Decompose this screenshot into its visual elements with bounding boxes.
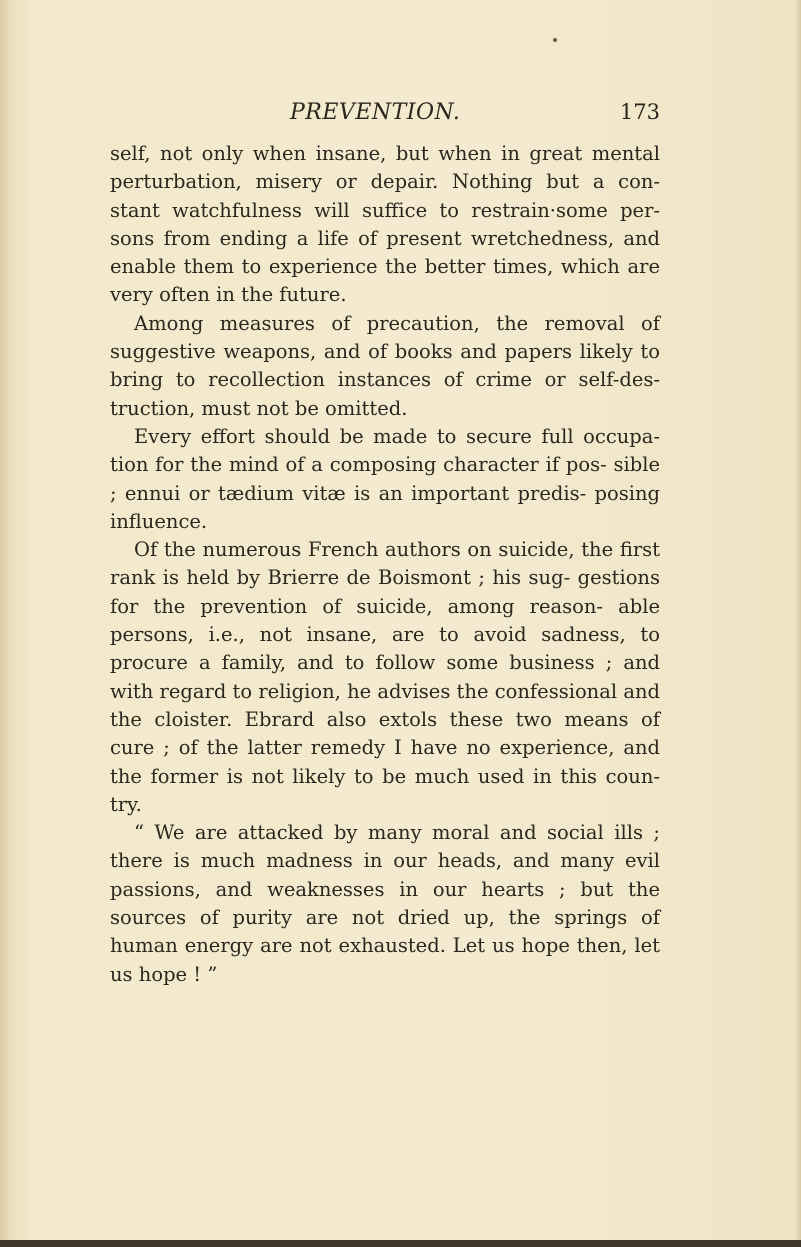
page-left-shadow	[0, 0, 10, 1247]
paragraph-5: “ We are attacked by many moral and social ills ; there is much madness in our heads, and many evil passions, and weaknesses in our hearts ; but the sources of purity are not dried up, the springs of human energy are not exhausted. Let us hope then, let us hope ! ”	[110, 821, 660, 986]
paragraph-1: self, not only when insane, but when in great mental perturbation, misery or depair. Nothing but a con- stant watchfulness will suffice to restrain·some per- sons from ending a life of present wretchedness, and enable them to experience the better times, which are very often in the future.	[110, 142, 660, 307]
page-right-shadow	[795, 0, 801, 1247]
paragraph-2: Among measures of precaution, the removal of suggestive weapons, and of books and papers likely to bring to recollection instances of crime or self-des- truction, must not be omitted.	[110, 311, 660, 420]
body-text	[110, 140, 660, 989]
bottom-border	[0, 1240, 801, 1247]
paragraph-3: Every effort should be made to secure full occupa- tion for the mind of a composing character if pos- sible ; ennui or tædium vitæ is an important predis- posing influence.	[110, 424, 660, 533]
ink-speck	[553, 38, 557, 42]
page-number: 173	[619, 100, 660, 124]
page-header	[110, 100, 660, 132]
paragraph-4: Of the numerous French authors on suicide, the first rank is held by Brierre de Boismont ; his sug- gestions for the prevention of suicide, among reason- able persons, i.e., not insane, are to avoid sadness, to procure a family, and to follow some business ; and with regard to religion, he advises the confessional and the cloister. Ebrard also extols these two means of cure ; of the latter remedy I have no experience, and the former is not likely to be much used in this coun- try.	[110, 538, 660, 816]
running-title: PREVENTION.	[290, 100, 461, 125]
